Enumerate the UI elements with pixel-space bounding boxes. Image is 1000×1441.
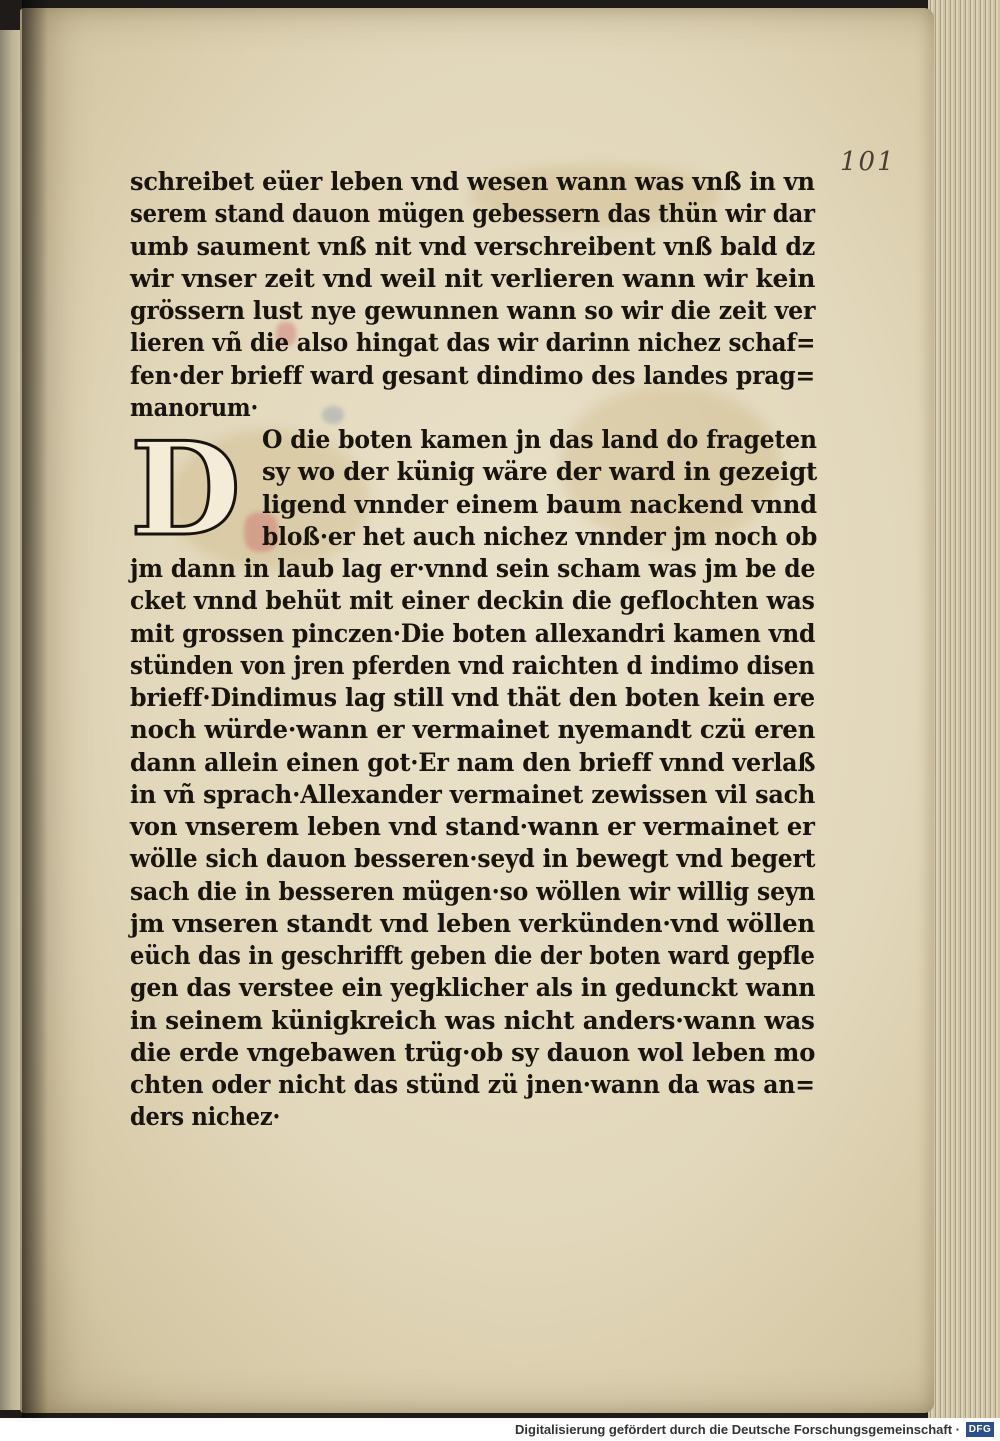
folio-number: 101	[840, 147, 896, 177]
text-line: die erde vngebawen trüg·ob sy dauon wol leben mo	[130, 1037, 816, 1067]
text-line: ders nichez·	[130, 1102, 281, 1132]
text-line: cket vnnd behüt mit einer deckin die geflochten was	[130, 586, 815, 616]
decorated-initial	[130, 415, 241, 565]
text-line: serem stand dauon mügen gebessern das thün wir dar	[130, 199, 815, 229]
text-line: gen das verstee ein yegklicher als in gedunckt wann	[130, 973, 816, 1003]
text-line: in seinem künigkreich was nicht anders·wann was	[130, 1005, 815, 1035]
text-line: grössern lust nye gewunnen wann so wir die zeit ver	[130, 296, 816, 325]
text-line: sach die in besseren mügen·so wöllen wir willig seyn	[130, 876, 816, 906]
text-line: sy wo der künig wäre der ward in gezeigt	[262, 457, 818, 487]
text-line: jm vnseren standt vnd leben verkünden·vnd wöllen	[130, 908, 815, 938]
footer-credit: Digitalisierung gefördert durch die Deutsche Forschungsgemeinschaft ·	[515, 1422, 960, 1437]
text-line: von vnserem leben vnd stand·wann er vermainet er	[130, 812, 815, 841]
text-line: ligend vnnder einem baum nackend vnnd	[262, 489, 817, 519]
text-line: fen·der brieff ward gesant dindimo des landes prag=	[130, 360, 815, 390]
dfg-logo: DFG	[966, 1422, 994, 1437]
text-line: in vñ sprach·Allexander vermainet zewissen vil sach	[130, 779, 816, 809]
text-line: stünden von jren pferden vnd raichten d indimo disen	[130, 650, 815, 680]
text-line: bloß·er het auch nichez vnnder jm noch ob	[262, 521, 818, 551]
text-line: umb saument vnß nit vnd verschreibent vnß bald dz	[130, 231, 816, 261]
page-stack-edge	[928, 0, 1000, 1418]
text-line: noch würde·wann er vermainet nyemandt czü eren	[130, 715, 816, 745]
spine-shadow	[22, 0, 48, 1418]
text-line: manorum·	[130, 392, 259, 422]
text-line: O die boten kamen jn das land do frageten	[262, 425, 817, 454]
text-line: wir vnser zeit vnd weil nit verlieren wann wir kein	[130, 263, 816, 293]
text-line: eüch das in geschrifft geben die der boten ward gepfle	[130, 941, 815, 970]
text-line: lieren vñ die also hingat das wir darinn nichez schaf=	[130, 328, 816, 358]
text-line: jm dann in laub lag er·vnnd sein scham was jm be de	[130, 554, 816, 583]
text-line: brieff·Dindimus lag still vnd thät den boten kein ere	[130, 683, 815, 712]
blue-ink-mark	[322, 406, 344, 424]
text-line: mit grossen pinczen·Die boten allexandri kamen vnd	[130, 618, 816, 648]
bleed-through-text	[120, 1125, 820, 1153]
text-line: wölle sich dauon besseren·seyd in bewegt vnd begert	[130, 844, 816, 874]
text-line: schreibet eüer leben vnd wesen wann was vnß in vn	[130, 167, 815, 196]
text-line: dann allein einen got·Er nam den brieff vnnd verlaß	[130, 747, 816, 777]
text-line: chten oder nicht das stünd zü jnen·wann da was an=	[130, 1070, 815, 1099]
initial-letter: D	[130, 415, 241, 565]
